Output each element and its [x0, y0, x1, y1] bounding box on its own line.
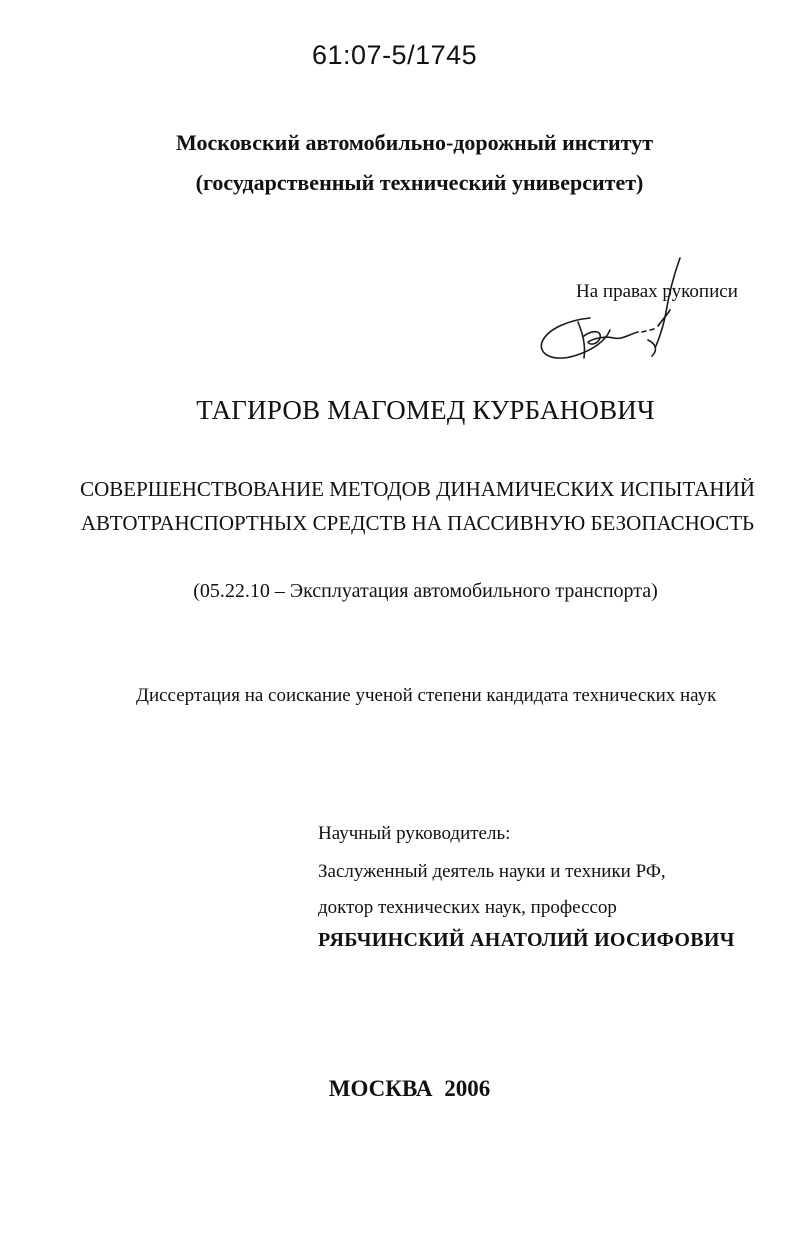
supervisor-academic-title: доктор технических наук, профессор: [318, 897, 617, 918]
institution-name: Московский автомобильно-дорожный институт: [175, 130, 654, 155]
dissertation-title-line-1: СОВЕРШЕНСТВОВАНИЕ МЕТОДОВ ДИНАМИЧЕСКИХ ИСПЫТАНИЙ: [80, 477, 755, 501]
manuscript-rights-note: На правах рукописи: [576, 281, 738, 302]
city-year: МОСКВА 2006: [328, 1076, 491, 1101]
specialty-code: (05.22.10 – Эксплуатация автомобильного транспорта): [193, 580, 658, 602]
institution-subtitle: (государственный технический университет): [195, 170, 644, 195]
author-name: ТАГИРОВ МАГОМЕД КУРБАНОВИЧ: [196, 395, 655, 425]
handwritten-signature: [530, 250, 700, 375]
supervisor-name: РЯБЧИНСКИЙ АНАТОЛИЙ ИОСИФОВИЧ: [318, 929, 735, 951]
archive-code: 61:07-5/1745: [312, 40, 478, 70]
dissertation-title-line-2: АВТОТРАНСПОРТНЫХ СРЕДСТВ НА ПАССИВНУЮ БЕЗОПАСНОСТЬ: [80, 511, 755, 535]
degree-statement: Диссертация на соискание ученой степени кандидата технических наук: [136, 685, 717, 706]
supervisor-honorary-title: Заслуженный деятель науки и техники РФ,: [318, 861, 666, 882]
supervisor-label: Научный руководитель:: [318, 823, 511, 844]
